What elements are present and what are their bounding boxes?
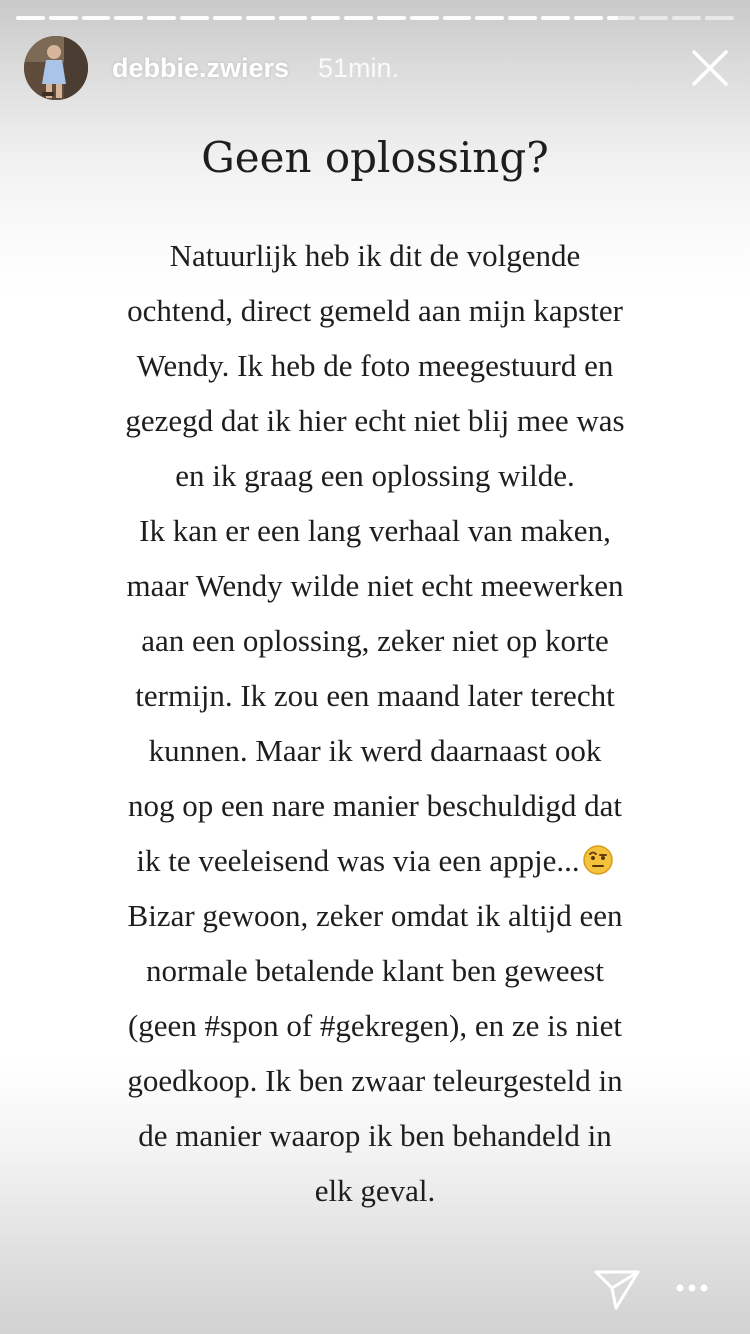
progress-segment [377,16,406,20]
progress-segment [49,16,78,20]
text-line: nog op een nare manier beschuldigd dat [127,788,623,823]
text-line: ik te veeleisend was via een appje... [136,843,580,878]
progress-segment [672,16,701,20]
avatar-image [24,36,88,100]
text-line: aan een oplossing, zeker niet op korte [141,623,609,658]
progress-segment [16,16,45,20]
send-icon [592,1266,642,1312]
progress-segment [213,16,242,20]
progress-segment [279,16,308,20]
raised-eyebrow-emoji [582,838,614,870]
text-line: (geen #spon of #gekregen), en ze is niet [127,1008,623,1043]
progress-segment [311,16,340,20]
progress-segment [246,16,275,20]
progress-segment [508,16,537,20]
text-line: gezegd dat ik hier echt niet blij mee was [125,403,625,438]
text-line: Bizar gewoon, zeker omdat ik altijd een [127,898,623,933]
text-line: Natuurlijk heb ik dit de volgende [169,238,581,273]
text-line: ochtend, direct gemeld aan mijn kapster [127,293,623,328]
progress-segment [443,16,472,20]
text-line: de manier waarop ik ben behandeld in [138,1118,612,1153]
progress-segment [344,16,373,20]
progress-segment [541,16,570,20]
progress-segment [410,16,439,20]
text-line: normale betalende klant ben geweest [146,953,604,988]
progress-segment [147,16,176,20]
story-progress-bar [16,16,734,20]
progress-segment [82,16,111,20]
close-icon [688,46,732,90]
progress-segment [180,16,209,20]
more-icon [672,1276,712,1300]
progress-segment [607,16,636,20]
close-button[interactable] [688,46,732,90]
send-button[interactable] [592,1266,642,1312]
timestamp: 51min. [318,53,400,83]
story-title: Geen oplossing? [201,133,549,182]
progress-segment [639,16,668,20]
avatar[interactable] [24,36,88,100]
text-line: goedkoop. Ik ben zwaar teleurgesteld in [127,1063,623,1098]
text-line: termijn. Ik zou een maand later terecht [135,678,615,713]
progress-segment [475,16,504,20]
progress-segment [574,16,603,20]
text-line: Ik kan er een lang verhaal van maken, [139,513,611,548]
text-line: Wendy. Ik heb de foto meegestuurd en [136,348,614,383]
progress-segment [705,16,734,20]
progress-segment [114,16,143,20]
more-options-button[interactable] [672,1276,712,1300]
text-line: kunnen. Maar ik werd daarnaast ook [148,733,602,768]
text-line-with-emoji [95,833,655,888]
username[interactable]: debbie.zwiers [112,53,290,83]
text-line: elk geval. [314,1173,436,1208]
story-body-text [95,228,655,1218]
text-line: maar Wendy wilde niet echt meewerken [126,568,624,603]
text-line: en ik graag een oplossing wilde. [175,458,575,493]
